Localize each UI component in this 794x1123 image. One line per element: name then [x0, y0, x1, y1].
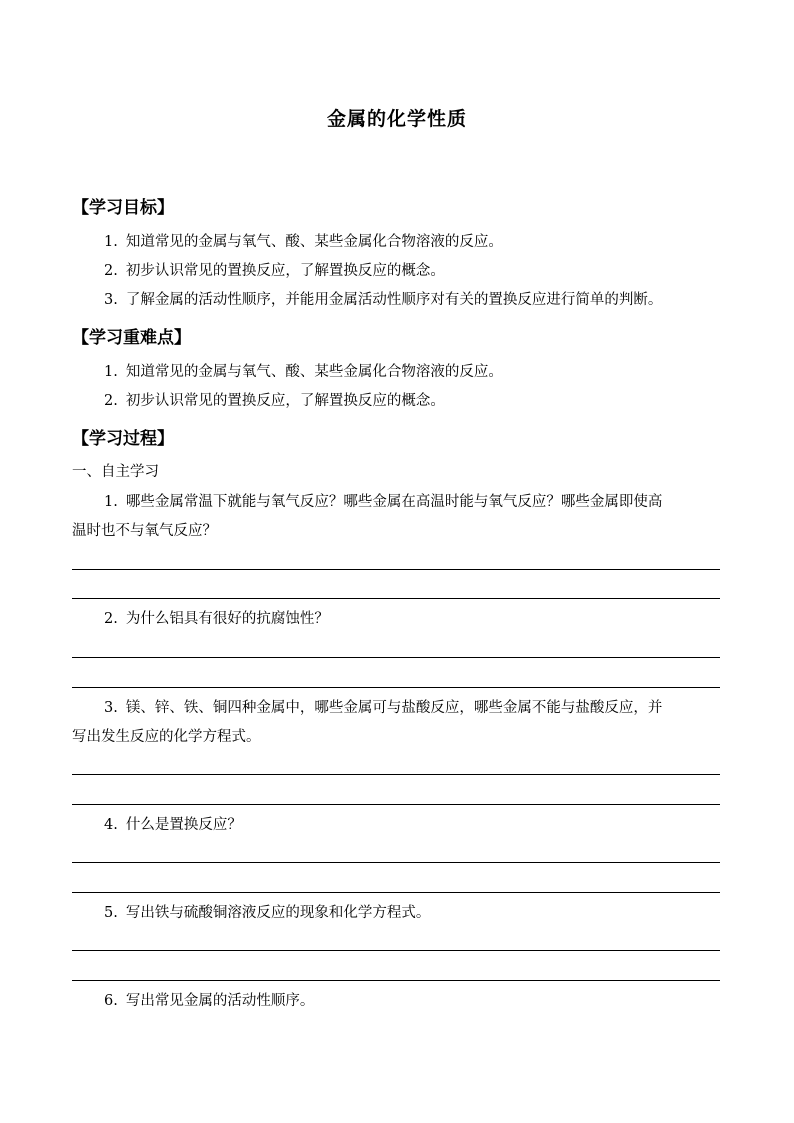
- answer-line[interactable]: [72, 598, 720, 599]
- answer-line[interactable]: [72, 950, 720, 951]
- question-text: 哪些金属常温下就能与氧气反应？哪些金属在高温时能与氧气反应？哪些金属即使高: [125, 494, 663, 510]
- answer-line[interactable]: [72, 569, 720, 570]
- answer-line[interactable]: [72, 862, 720, 863]
- question-item: [104, 609, 329, 629]
- key-point-text: 初步认识常见的置换反应，了解置换反应的概念。: [125, 393, 445, 409]
- question-text-continued: 温时也不与氧气反应？: [72, 523, 217, 539]
- page-title: 金属的化学性质: [326, 108, 467, 130]
- answer-line[interactable]: [72, 657, 720, 658]
- key-point-item: [104, 362, 503, 382]
- section-heading-key-points: 【学习重难点】: [72, 328, 191, 348]
- answer-line[interactable]: [72, 804, 720, 805]
- goal-text: 知道常见的金属与氧气、酸、某些金属化合物溶液的反应。: [125, 234, 503, 250]
- goal-number: 3.: [104, 292, 118, 308]
- answer-line[interactable]: [72, 892, 720, 893]
- question-number: 3.: [104, 700, 118, 716]
- question-number: 6.: [104, 993, 118, 1009]
- goal-item: [104, 261, 445, 281]
- subsection-heading: 一、自主学习: [72, 464, 159, 480]
- goal-number: 2.: [104, 263, 118, 279]
- question-text-continued: 写出发生反应的化学方程式。: [72, 729, 261, 745]
- key-point-number: 2.: [104, 393, 118, 409]
- question-item: [104, 991, 314, 1011]
- question-number: 5.: [104, 905, 118, 921]
- question-text: 写出常见金属的活动性顺序。: [125, 993, 315, 1009]
- question-text: 为什么铝具有很好的抗腐蚀性？: [125, 611, 329, 627]
- question-number: 2.: [104, 611, 118, 627]
- question-number: 4.: [104, 817, 118, 833]
- question-item: [104, 698, 662, 718]
- answer-line[interactable]: [72, 774, 720, 775]
- question-text: 什么是置换反应？: [125, 817, 242, 833]
- section-heading-process: 【学习过程】: [72, 429, 174, 449]
- goal-text: 初步认识常见的置换反应，了解置换反应的概念。: [125, 263, 445, 279]
- goal-number: 1.: [104, 234, 118, 250]
- question-text: 镁、锌、铁、铜四种金属中，哪些金属可与盐酸反应，哪些金属不能与盐酸反应，并: [125, 700, 663, 716]
- key-point-item: [104, 391, 445, 411]
- goal-item: [104, 290, 662, 310]
- goal-item: [104, 232, 503, 252]
- goal-text: 了解金属的活动性顺序，并能用金属活动性顺序对有关的置换反应进行简单的判断。: [125, 292, 663, 308]
- key-point-text: 知道常见的金属与氧气、酸、某些金属化合物溶液的反应。: [125, 364, 503, 380]
- question-item: [104, 815, 242, 835]
- answer-line[interactable]: [72, 687, 720, 688]
- key-point-number: 1.: [104, 364, 118, 380]
- question-item: [104, 492, 662, 512]
- section-heading-goals: 【学习目标】: [72, 198, 174, 218]
- question-number: 1.: [104, 494, 118, 510]
- question-text: 写出铁与硫酸铜溶液反应的现象和化学方程式。: [125, 905, 431, 921]
- question-item: [104, 903, 430, 923]
- answer-line[interactable]: [72, 980, 720, 981]
